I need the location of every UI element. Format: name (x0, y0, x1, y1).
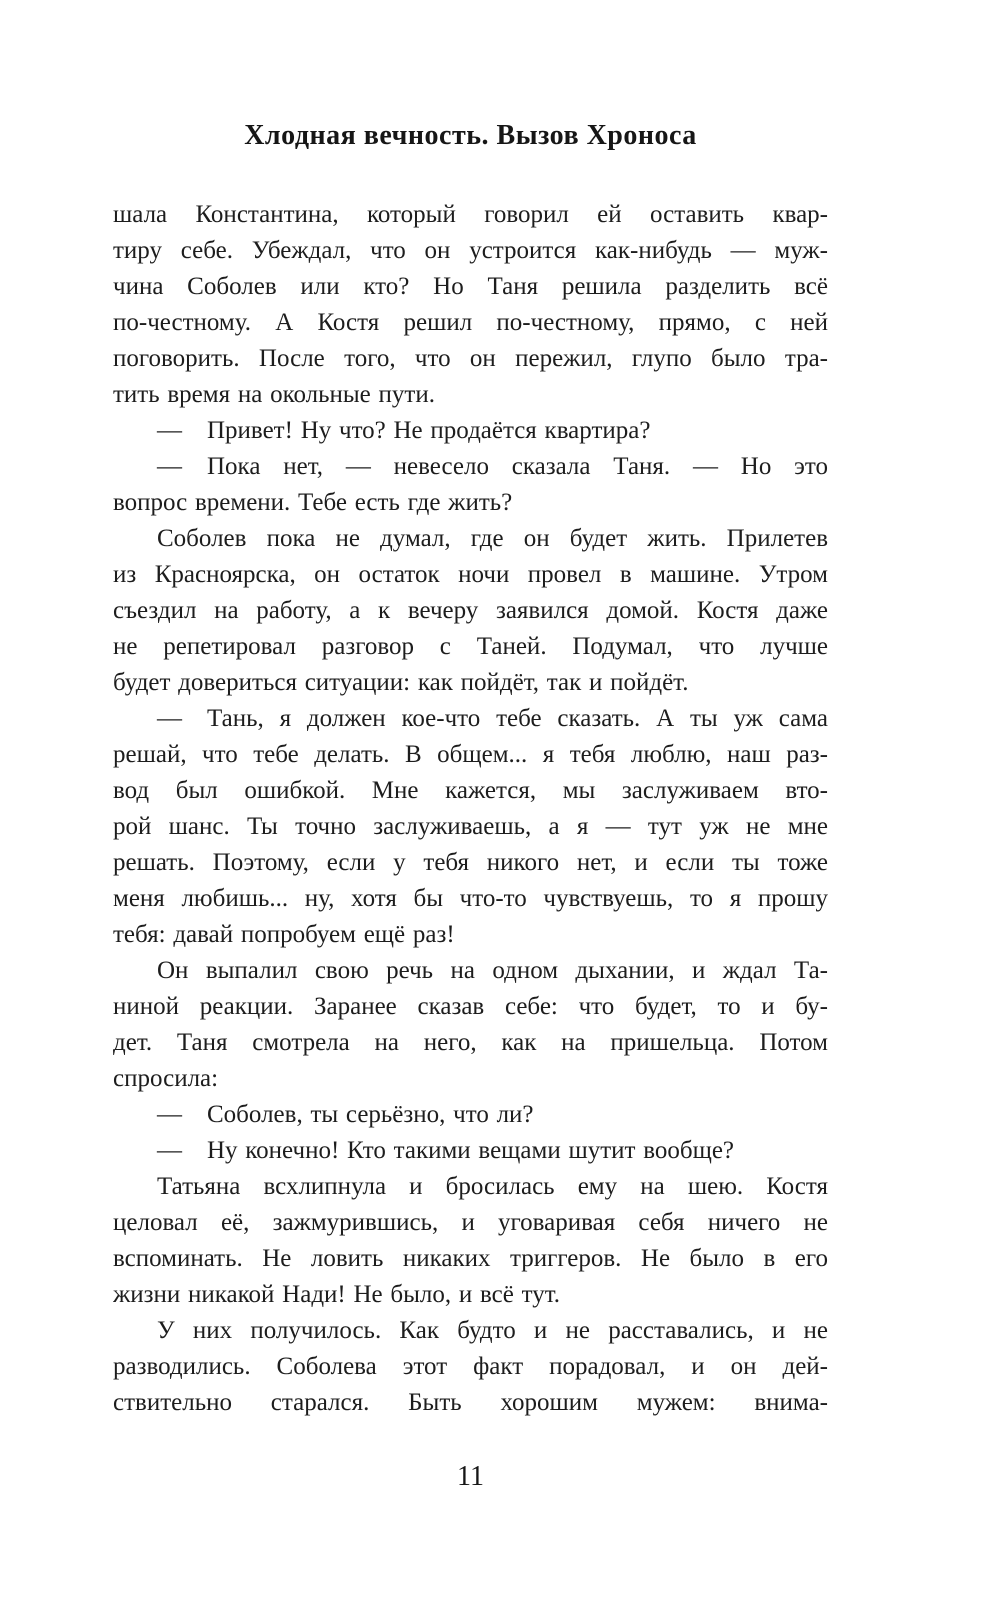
text-line: разводились. Соболева этот факт порадовал, и он дей- (113, 1353, 828, 1380)
text-line: тиру себе. Убеждал, что он устроится как-нибудь — муж- (113, 237, 828, 264)
text-line: целовал её, зажмурившись, и уговаривая себя ничего не (113, 1209, 828, 1236)
text-line: тебя: давай попробуем ещё раз! (113, 921, 455, 948)
text-line: поговорить. После того, что он пережил, глупо было тра- (113, 345, 828, 372)
text-line: Он выпалил свою речь на одном дыхании, и ждал Та- (157, 957, 828, 984)
text-line: решать. Поэтому, если у тебя никого нет, и если ты тоже (113, 849, 828, 876)
text-line: вспоминать. Не ловить никаких триггеров. Не было в его (113, 1245, 828, 1272)
running-head: Хлодная вечность. Вызов Хроноса (244, 120, 697, 151)
text-line: ниной реакции. Заранее сказав себе: что будет, то и бу- (113, 993, 828, 1020)
text-line: вод был ошибкой. Мне кажется, мы заслуживаем вто- (113, 777, 828, 804)
text-line: из Красноярска, он остаток ночи провел в машине. Утром (113, 561, 828, 588)
page-number: 11 (457, 1461, 484, 1492)
text-line: тить время на окольные пути. (113, 381, 435, 408)
text-line: — Соболев, ты серьёзно, что ли? (157, 1101, 534, 1128)
text-line: будет довериться ситуации: как пойдёт, так и пойдёт. (113, 669, 689, 696)
text-line: — Ну конечно! Кто такими вещами шутит вообще? (157, 1137, 735, 1164)
text-line: чина Соболев или кто? Но Таня решила разделить всё (113, 273, 828, 300)
text-line: съездил на работу, а к вечеру заявился домой. Костя даже (113, 597, 828, 624)
text-line: Соболев пока не думал, где он будет жить. Прилетев (157, 525, 828, 552)
text-line: решай, что тебе делать. В общем... я тебя люблю, наш раз- (113, 741, 828, 768)
text-line: жизни никакой Нади! Не было, и всё тут. (113, 1281, 560, 1308)
text-line: ствительно старался. Быть хорошим мужем: внима- (113, 1389, 828, 1416)
text-line: — Пока нет, — невесело сказала Таня. — Но это (157, 453, 828, 480)
text-line: дет. Таня смотрела на него, как на пришельца. Потом (113, 1029, 828, 1056)
text-line: не репетировал разговор с Таней. Подумал, что лучше (113, 633, 828, 660)
text-line: У них получилось. Как будто и не расставались, и не (157, 1317, 828, 1344)
text-line: рой шанс. Ты точно заслуживаешь, а я — тут уж не мне (113, 813, 828, 840)
text-line: Татьяна всхлипнула и бросилась ему на шею. Костя (157, 1173, 828, 1200)
body-text (113, 197, 828, 1421)
text-line: по-честному. А Костя решил по-честному, прямо, с ней (113, 309, 828, 336)
text-line: — Тань, я должен кое-что тебе сказать. А ты уж сама (157, 705, 828, 732)
text-line: — Привет! Ну что? Не продаётся квартира? (157, 417, 651, 444)
text-line: вопрос времени. Тебе есть где жить? (113, 489, 513, 516)
text-line: спросила: (113, 1065, 219, 1092)
text-line: меня любишь... ну, хотя бы что-то чувствуешь, то я прошу (113, 885, 828, 912)
text-line: шала Константина, который говорил ей оставить квар- (113, 201, 828, 228)
